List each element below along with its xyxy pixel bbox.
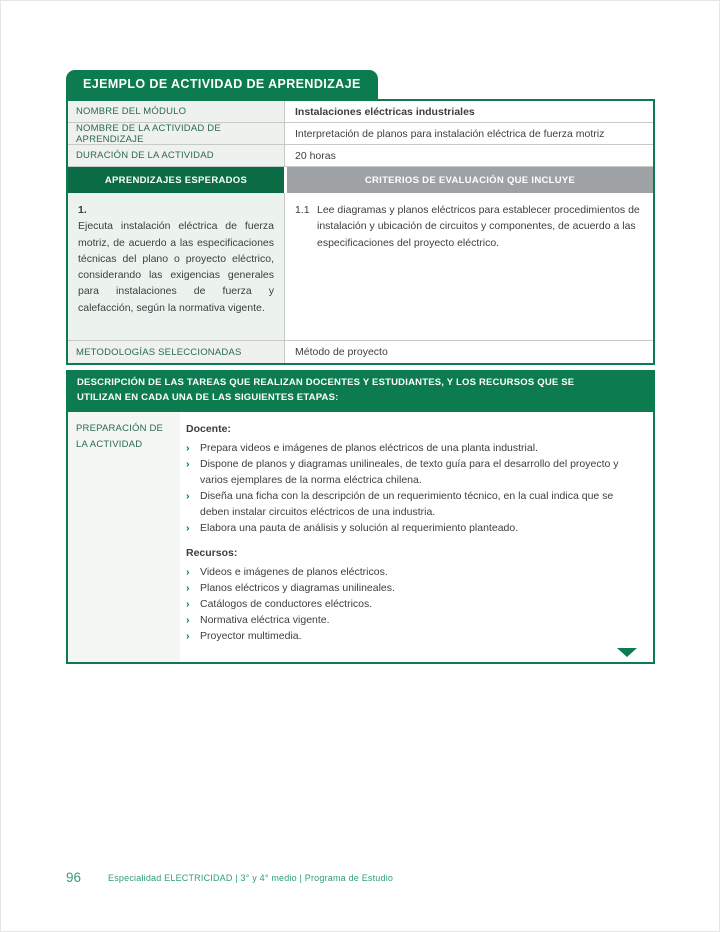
tasks-description-banner: DESCRIPCIÓN DE LAS TAREAS QUE REALIZAN DOCENTES Y ESTUDIANTES, Y LOS RECURSOS QUE SE UTILIZAN EN CADA UNA DE LAS SIGUIENTES ETAPAS: <box>66 370 655 412</box>
bullet-icon: › <box>186 629 190 642</box>
stage-label: PREPARACIÓN DE LA ACTIVIDAD <box>68 412 180 661</box>
list-item: › Proyector multimedia. <box>186 629 639 645</box>
criteria-text: Lee diagramas y planos eléctricos para establecer procedimientos de instalación y ubicación de circuitos y componentes, de acuerdo a las especificaciones del proyecto eléctrico. <box>317 204 640 249</box>
continuation-arrow-icon <box>617 648 637 657</box>
docente-heading: Docente: <box>186 423 231 436</box>
recursos-list <box>186 565 639 645</box>
activity-name-label: NOMBRE DE LA ACTIVIDAD DE APRENDIZAJE <box>68 123 284 144</box>
page-title: EJEMPLO DE ACTIVIDAD DE APRENDIZAJE <box>66 70 378 99</box>
table-row <box>68 145 653 167</box>
table-row <box>68 101 653 123</box>
methodology-value: Método de proyecto <box>284 341 653 363</box>
evaluation-criteria-cell <box>284 193 653 340</box>
activity-name-value: Interpretación de planos para instalación eléctrica de fuerza motriz <box>284 123 653 144</box>
criteria-number: 1.1 <box>295 204 310 216</box>
duration-value: 20 horas <box>284 145 653 166</box>
learning-content-row <box>68 193 653 341</box>
bullet-icon: › <box>186 613 190 626</box>
list-item: › Normativa eléctrica vigente. <box>186 613 639 629</box>
stage-content <box>180 412 653 661</box>
duration-label: DURACIÓN DE LA ACTIVIDAD <box>68 145 284 166</box>
bullet-icon: › <box>186 442 190 455</box>
expected-learning-header: APRENDIZAJES ESPERADOS <box>68 167 284 193</box>
list-item: › Dispone de planos y diagramas unilineales, de texto guía para el desarrollo del proyecto y varios ejemplares de la norma eléctrica chilena. <box>186 458 619 487</box>
recursos-heading: Recursos: <box>186 547 238 560</box>
bullet-icon: › <box>186 597 190 610</box>
list-item: › Prepara videos e imágenes de planos eléctricos de una planta industrial. <box>186 441 639 457</box>
bullet-icon: › <box>186 582 190 595</box>
preparation-section <box>66 412 655 663</box>
bullet-icon: › <box>186 522 190 535</box>
evaluation-criteria-header: CRITERIOS DE EVALUACIÓN QUE INCLUYE <box>284 167 653 193</box>
document-page <box>66 70 655 664</box>
column-headers <box>68 167 653 193</box>
docente-list <box>186 441 639 537</box>
expected-learning-number: 1. <box>78 204 87 216</box>
bullet-icon: › <box>186 458 190 471</box>
table-row <box>68 341 653 363</box>
page-footer <box>66 870 393 885</box>
list-item: › Videos e imágenes de planos eléctricos. <box>186 565 639 581</box>
page-number: 96 <box>66 870 82 885</box>
bullet-icon: › <box>186 490 190 503</box>
footer-text: Especialidad ELECTRICIDAD | 3° y 4° medio | Programa de Estudio <box>108 872 394 883</box>
list-item: › Diseña una ficha con la descripción de un requerimiento técnico, en la cual indica que se deben instalar circuitos eléctricos de una industria. <box>186 490 614 519</box>
activity-info-table <box>66 99 655 365</box>
expected-learning-cell <box>68 193 284 340</box>
list-item: › Planos eléctricos y diagramas unilineales. <box>186 581 639 597</box>
list-item: › Catálogos de conductores eléctricos. <box>186 597 639 613</box>
list-item: › Elabora una pauta de análisis y solución al requerimiento planteado. <box>186 521 639 537</box>
expected-learning-text: Ejecuta instalación eléctrica de fuerza motriz, de acuerdo a las especificaciones técnicas del plano o proyecto eléctrico, considerando las exigencias generales para instalaciones de fuerza y calefacción, según la normativa vigente. <box>78 220 274 314</box>
bullet-icon: › <box>186 566 190 579</box>
table-row <box>68 123 653 145</box>
methodology-label: METODOLOGÍAS SELECCIONADAS <box>68 341 284 363</box>
module-name-value: Instalaciones eléctricas industriales <box>284 101 653 122</box>
module-name-label: NOMBRE DEL MÓDULO <box>68 101 284 122</box>
